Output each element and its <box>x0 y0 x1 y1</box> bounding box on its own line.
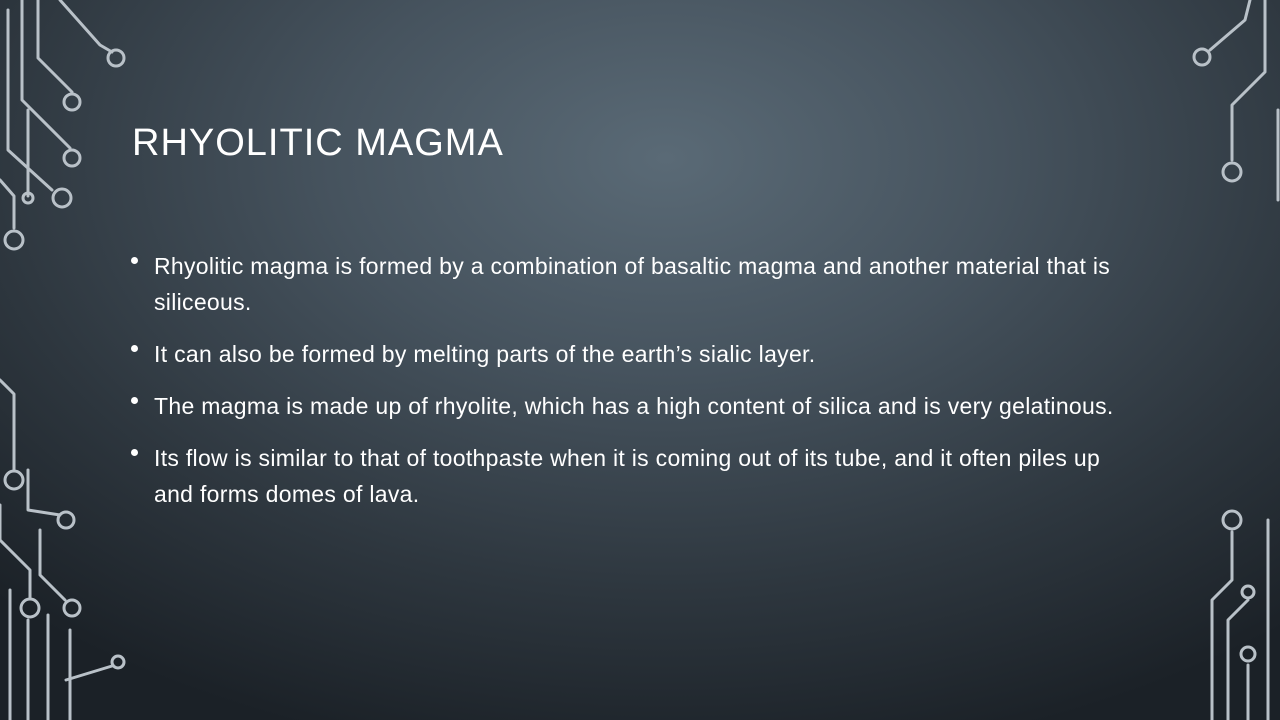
bullet-item: It can also be formed by melting parts of the earth’s sialic layer. <box>130 336 1140 372</box>
slide-title: RHYOLITIC MAGMA <box>132 122 504 164</box>
left-circuit-pattern <box>0 0 124 720</box>
bullet-list <box>130 248 1140 528</box>
bullet-item: The magma is made up of rhyolite, which has a high content of silica and is very gelatinous. <box>130 388 1140 424</box>
bullet-item: Its flow is similar to that of toothpaste when it is coming out of its tube, and it often piles up and forms domes of lava. <box>130 440 1140 512</box>
bullet-item: Rhyolitic magma is formed by a combination of basaltic magma and another material that is siliceous. <box>130 248 1140 320</box>
right-circuit-pattern <box>1194 0 1278 720</box>
